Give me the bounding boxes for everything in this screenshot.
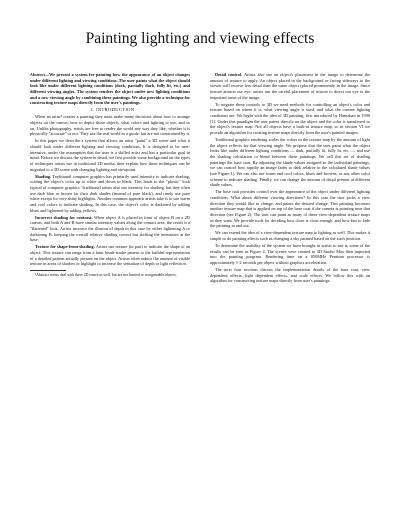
paragraph-text: The base coat provides control over the appearance of the object under different lighting conditions. What about different viewing directions? In this case the user picks a view direction they would like to change, and paints the desired change. This painting becomes another texture map that is applied on top of the base coat if the camera is pointing near that direction (see Figure 2). The user can paint as many of these view-dependent texture maps as they want. We provide tools for deciding how close is close enough, and how fast to fade the painting in and out. (210, 189, 370, 229)
paragraph-text: Artists use texture (in part) to indicate the shape of an object. This texture can range from a faint brush-stroke pattern to the faithful representation of a detailed pattern actually present on the object. Artists often reduce the amount of visible texture in areas of shadow or highlight to increase the sensation of depth or light reflection. (30, 244, 191, 267)
abstract-label: Abstract— (30, 72, 50, 77)
paragraph-text: In this paper we describe a system that allows an artist "paint" a 3D scene and what it should look under different lighting and viewing conditions. It is designed to be user-intensive, under the assumption that the user is a skilled artist and has a particular goal in mind. Before we discuss the system in detail, we first provide some background on the types of techniques artists use in traditional 2D media, then explain how these techniques can be migrated to a 3D scene with changing lighting and viewpoint. (30, 138, 190, 172)
paragraph (210, 267, 370, 284)
paragraph-texture (30, 244, 190, 267)
paragraph (210, 230, 370, 241)
abstract-text: We present a system for painting how the appearance of an object changes under different lighting and viewing conditions. The user paints what the object should look like under different lighting conditions (dark, partially dark, fully lit, etc.) and different viewing angles. The system renders the object under new lighting conditions and a new viewing angle by combining these paintings. We also provide a technique for constructing texture maps directly from the user's paintings. (30, 72, 190, 106)
paragraph-detail-control (210, 72, 370, 100)
paragraph-text: The next four sections discuss the implementation details of the base coat, view dependent effects, light dependent effects, and scale effects. We follow this with an algorithm for constructing texture maps directly from user's paintings. (210, 267, 370, 284)
paragraph (210, 102, 370, 136)
paragraph-text: To migrate these controls to 3D we need methods for controlling an object's color and texture based on where it is, what viewing angle is used, and what the current lighting conditions are. We begin with the idea of 3D painting, first introduced by Hanrahan in 1990 [1]. Under this paradigm the user paints directly on the object and the color is transferred to the object's texture map. Not all objects have a built-in texture map, so in section VI we provide an algorithm for creating texture maps directly from the user's painted images. (210, 101, 370, 135)
paragraph (210, 243, 370, 266)
paragraph-text: Traditional graphics rendering scales the colors in the texture map by the amount of light the object reflects for that viewing angle. We propose that the user paint what the object looks like under different lighting conditions — dark, partially lit, fully lit, etc. — and use the shading calculation to blend between these paintings. We call this set of shading paintings the base coat. By adjusting the shade values assigned to the individual paintings, we can control how rapidly an image fades to dark relative to the calculated shade values (see Figure 1). We can also use warm and cool colors, blues and browns, or any other color scheme to indicate shading. Finally, we can change the amount of detail present at different shade values. (210, 137, 370, 188)
paragraph-text: Traditional computer graphics has primarily used intensity to indicate shading, scaling the object's color up to white and down to black. This leads to the "plastic" look typical of computer graphics. Traditional artists also use intensity for shading, but they often use dark blue or brown for their dark shades (instead of pure black), and rarely use pure white except for very shiny highlights. Another common approach artists take is to use warm and cool colors to indicate shading. In this case, the object's color is darkened by adding blues and lightened by adding yellows. (30, 173, 191, 213)
paragraph-text: When an artist¹ creates a painting they must make many decisions about how to arrange objects on the canvas, how to depict those objects, what colors and lighting to use, and so on. Unlike photography, artists are free to render the world any way they like, whether it is physically "accurate" or not. They use the real world as a guide, but are not constrained by it. (30, 114, 190, 137)
paragraph (210, 189, 370, 229)
paragraph-runin: Texture for shape-from-shading. (35, 244, 95, 250)
right-column (210, 72, 370, 285)
paragraph (30, 138, 190, 172)
paragraph-runin: Detail control. (215, 72, 243, 77)
paragraph-text: We can extend the idea of a view-dependent texture map to lighting as well. This makes it simple to do painting effects such as changing a sky painted based on the sun's position. (210, 230, 370, 241)
paragraph-text: When object A is placed in front of object B on a 2D canvas, and both A and B have similar intensity values along the contact area, the result is a "flattened" look. Artists increase the illusion of depth in this case by either lightening A or darkening B, keeping the overall relative shading correct but shifting the intensities at the base. (30, 214, 191, 243)
paragraph (210, 137, 370, 188)
section-heading-introduction: 1. INTRODUCTION (90, 107, 135, 113)
paragraph-runin: Shading. (35, 173, 52, 179)
paper-title: Painting lighting and viewing effects (85, 30, 315, 47)
paragraph (30, 114, 190, 137)
paragraph-text: To determine the usability of the system we have brought in artists to use it; some of the results can be seen in Figure 4. The scenes were created in 3D Studio Max then imported into the painting program. Rendering time on a 850MHz Pentium processor is approximately 1-2 seconds per object without graphics acceleration. (210, 242, 370, 265)
paragraph-text: Artists also use an object's placement in the image to determine the amount of texture to apply. An object placed in the background or facing sideways to the viewer will receive less detail than the same object (placed prominently in the image. Since texture attracts our eye, artists use the careful placement of texture to direct our eye to the important areas of the image. (210, 72, 370, 100)
paragraph-incorrect-shading (30, 215, 190, 243)
abstract (30, 72, 190, 106)
footnote-rule (30, 270, 66, 271)
paragraph-shading (30, 174, 190, 214)
footnote: ¹Abstract artists deal with these 2D issues as well, but are not limited to recognizable objects. (35, 273, 177, 277)
paragraph-runin: Incorrect shading for contrast. (35, 214, 93, 220)
left-column (30, 72, 190, 279)
